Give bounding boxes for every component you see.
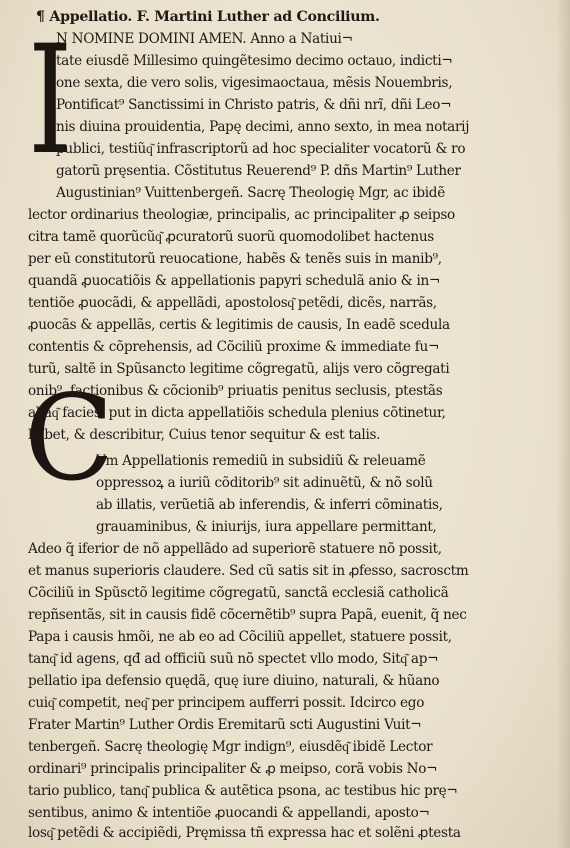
text-line: lector ordinarius theologiæ, principalis, ac principaliter ꝓ seipso [28,207,455,223]
text-line: sentibus, animo & intentiõe ꝓuocandi & appellandi, aposto¬ [28,805,430,821]
text-line: aliaq͂ facies, put in dicta appellatiõis schedula plenius cõtinetur, [28,405,446,421]
text-line: habet, & describitur, Cuius tenor sequitur & est talis. [28,427,381,443]
text-line: tanq͂ id agens, qđ ad officiũ suũ nõ spectet vllo modo, Sitq͂ ap¬ [28,651,439,667]
text-line: Pontificat⁹ Sanctissimi in Christo patris, & dñi nrĩ, dñi Leo¬ [56,97,452,113]
text-line: Cõciliũ in Spũsctõ legitime cõgregatũ, sanctã ecclesiã catholicã [28,585,449,601]
heading: ¶ Appellatio. F. Martini Luther ad Concilium. [36,9,380,25]
text-line: tario publico, tanq͂ publica & autẽtica psona, ac testibus hic prę¬ [28,783,458,799]
text-line: ordinari⁹ principalis principaliter & ꝓ meipso, corã vobis No¬ [28,761,438,777]
text-line: per eũ constitutorũ reuocatione, habẽs & tenẽs suis in manib⁹, [28,251,442,267]
text-line: citra tamẽ quorũcũq͂ ꝓcuratorũ suorũ quomodolibet hactenus [28,229,434,245]
text-line: pellatio ipa defensio quędã, quę iure diuino, naturali, & hũano [28,673,440,689]
text-line: publici, testiũq͂ infrascriptorũ ad hoc specialiter vocatorũ & ro [56,141,466,157]
initial-letter-c: C [24,369,114,507]
text-line: repñsentãs, sit in causis fidẽ cõcernẽtib⁹ supra Papã, euenit, q̃ nec [28,607,467,623]
text-line: Adeo q̃ iferior de nõ appellãdo ad superiorẽ statuere nõ possit, [28,541,442,557]
text-line: et manus superioris claudere. Sed cũ satis sit in ꝓfesso, sacrosctm [28,563,469,579]
text-line: gatorũ pręsentia. Cõstitutus Reuerend⁹ P. dñs Martin⁹ Luther [56,163,461,179]
text-line: Frater Martin⁹ Luther Ordis Eremitarũ scti Augustini Vuit¬ [28,717,422,733]
text-line: N NOMINE DOMINI AMEN. Anno a Natiui¬ [56,31,353,47]
text-line: cuiq͂ competit, neq͂ per principem aufferri possit. Idcirco ego [28,695,425,711]
text-line: quandã ꝓuocatiõis & appellationis papyri schedulã anio & in¬ [28,273,441,289]
text-line: tenbergeñ. Sacrę theologię Mgr indign⁹, eiusdẽq͂ ibidẽ Lector [28,739,433,755]
text-line: ꝓuocãs & appellãs, certis & legitimis de causis, In eadẽ scedula [28,317,450,333]
text-line: tate eiusdẽ Millesimo quingẽtesimo decimo octauo, indicti¬ [56,53,453,69]
text-line: oppressoꝝ a iuriũ cõditorib⁹ sit adinuẽtũ, & nõ solũ [96,475,433,491]
text-line: Vm Appellationis remediũ in subsidiũ & releuamẽ [96,453,426,469]
text-line: Papa i causis hmõi, ne ab eo ad Cõciliũ appellet, statuere possit, [28,629,452,645]
text-line: losq͂ petẽdi & accipiẽdi, Pręmissa tñ expressa hac et solẽni ꝓtesta [28,825,461,841]
text-line: onib⁹, factionibus & cõcionib⁹ priuatis penitus seclusis, ptestãs [28,383,443,399]
initial-letter-i: I [28,14,73,188]
text-line: Augustinian⁹ Vuittenbergeñ. Sacrę Theologię Mgr, ac ibidẽ [56,185,445,201]
text-line: tentiõe ꝓuocãdi, & appellãdi, apostolosq͂ petẽdi, dicẽs, narrãs, [28,295,437,311]
text-line: ab illatis, verũetiã ab inferendis, & inferri cõminatis, [96,497,443,513]
text-line: turũ, saltẽ in Spũsancto legitime cõgregatũ, alijs vero cõgregati [28,361,450,377]
text-line: contentis & cõprehensis, ad Cõciliũ proxime & immediate fu¬ [28,339,440,355]
text-line: one sexta, die vero solis, vigesimaoctaua, mẽsis Nouembris, [56,75,453,91]
text-line: grauaminibus, & iniurijs, iura appellare permittant, [96,519,437,535]
text-line: nis diuina prouidentia, Papę decimi, anno sexto, in mea notarij [56,119,470,135]
